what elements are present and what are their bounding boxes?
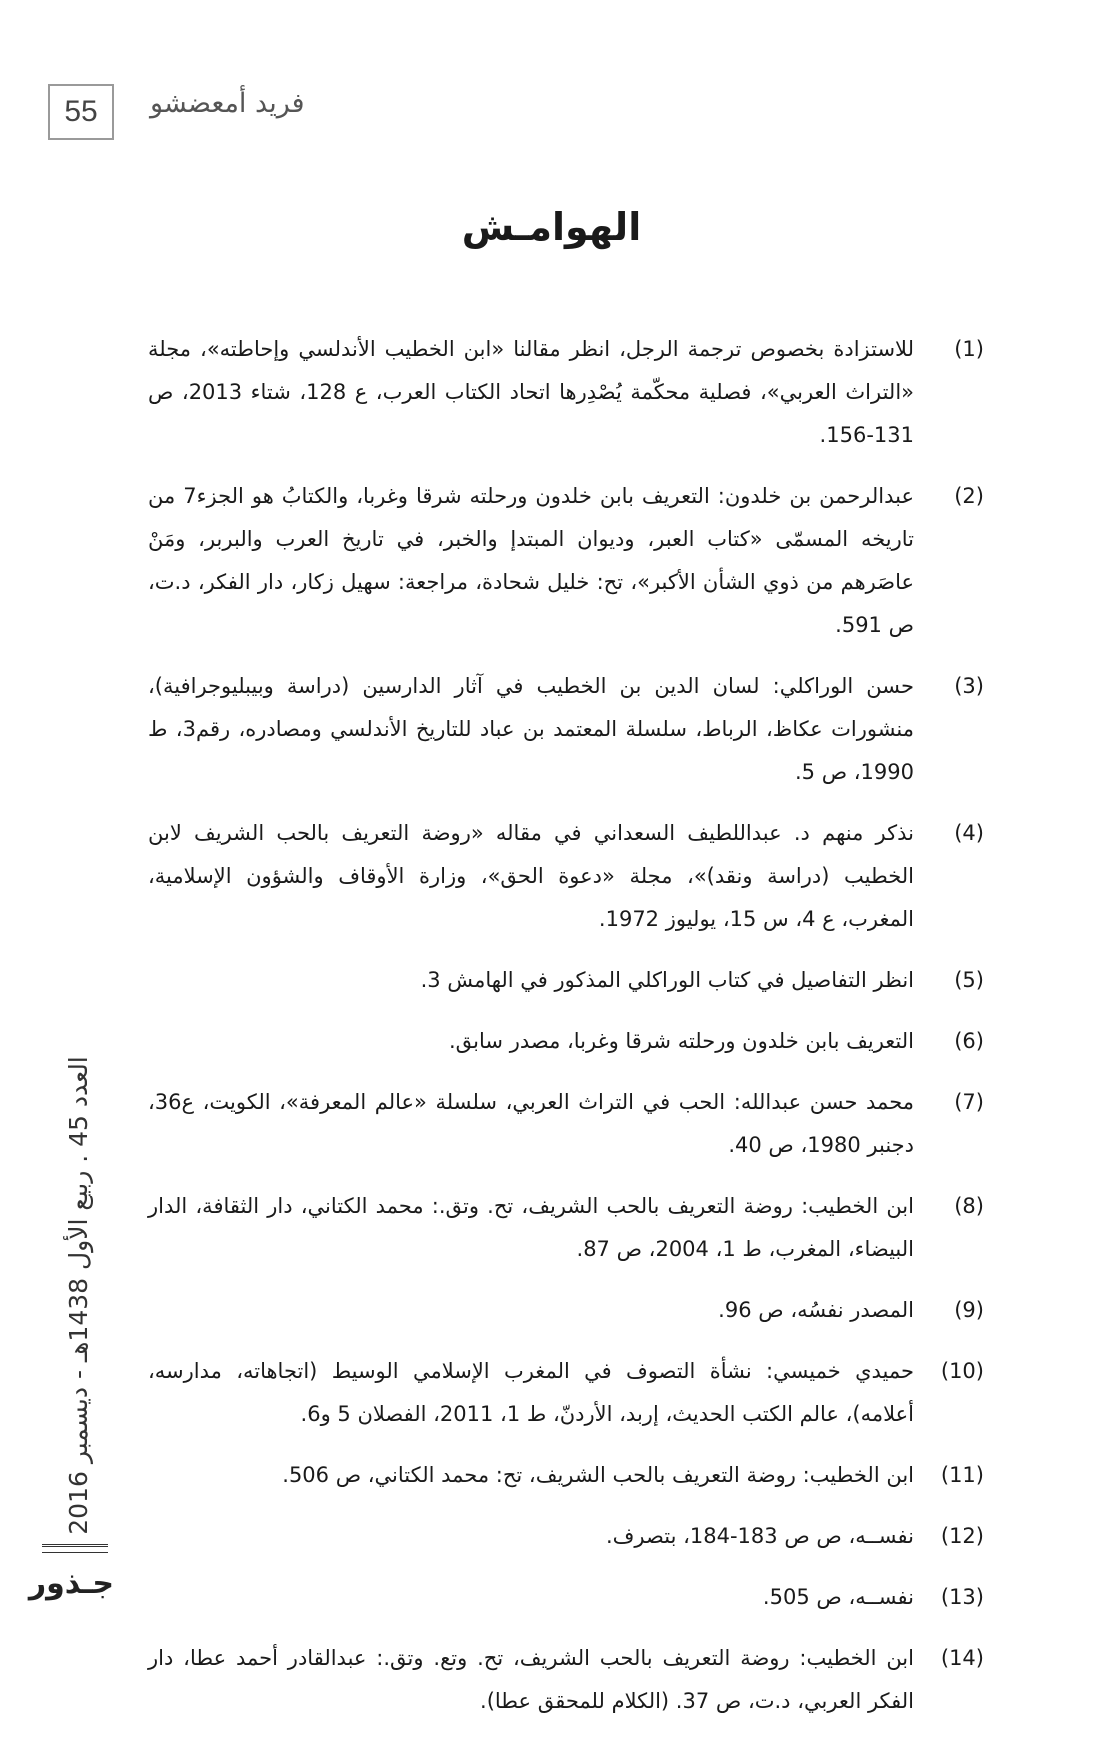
footnote-number: (7) <box>954 1090 984 1114</box>
footnote-item <box>148 328 984 457</box>
footnote-item <box>148 1576 984 1619</box>
footnote-text: ابن الخطيب: روضة التعريف بالحب الشريف، تح. وتع. وتق.: عبدالقادر أحمد عطا، دار الفكر العربي، د.ت، ص 37. (الكلام للمحقق عطا). <box>148 1646 914 1713</box>
footnote-text: حميدي خميسي: نشأة التصوف في المغرب الإسلامي الوسيط (اتجاهاته، مدارسه، أعلامه)، عالم الكتب الحديث، إربد، الأردنّ، ط 1، 2011، الفصلان 5 و6. <box>148 1359 914 1426</box>
footnote-item <box>148 1515 984 1558</box>
issue-sidebar <box>58 1055 98 1535</box>
footnote-text: عبدالرحمن بن خلدون: التعريف بابن خلدون ورحلته شرقا وغربا، والكتابُ هو الجزء7 من تاريخه المسمّى «كتاب العبر، وديوان المبتدإ والخبر، في تاريخ العرب والبربر، ومَنْ عاصَرهم من ذوي الشأن الأكبر»، تح: خليل شحادة، مراجعة: سهيل زكار، دار الفكر، د.ت، ص 591. <box>148 484 914 637</box>
footnote-number: (3) <box>954 674 984 698</box>
footnote-number: (10) <box>940 1359 984 1383</box>
footnote-text: انظر التفاصيل في كتاب الوراكلي المذكور في الهامش 3. <box>420 968 914 992</box>
issue-info: العدد 45 . ربيع الأول 1438هـ - ديسمبر 2016 <box>63 1055 93 1535</box>
divider <box>42 1552 108 1553</box>
footnote-number: (4) <box>954 821 984 845</box>
footnote-item <box>148 1350 984 1436</box>
footnote-text: نفســه، ص ص 183-184، بتصرف. <box>605 1524 914 1548</box>
footnote-number: (8) <box>954 1194 984 1218</box>
divider <box>42 1544 108 1547</box>
footnote-item <box>148 1637 984 1723</box>
footnote-number: (6) <box>954 1029 984 1053</box>
footnote-item <box>148 1289 984 1332</box>
footnote-text: محمد حسن عبدالله: الحب في التراث العربي، سلسلة «عالم المعرفة»، الكويت، ع36، دجنبر 1980، ص 40. <box>148 1090 914 1157</box>
journal-logo: جـذور <box>28 1566 114 1601</box>
footnote-number: (12) <box>940 1524 984 1548</box>
footnote-text: نفســه، ص 505. <box>762 1585 914 1609</box>
footnote-number: (2) <box>954 484 984 508</box>
footnote-item <box>148 475 984 647</box>
footnote-item <box>148 812 984 941</box>
footnote-text: المصدر نفسُه، ص 96. <box>718 1298 914 1322</box>
footnote-text: حسن الوراكلي: لسان الدين بن الخطيب في آثار الدارسين (دراسة وبيبليوجرافية)، منشورات عكاظ، الرباط، سلسلة المعتمد بن عباد للتاريخ الأندلسي ومصادره، رقم3، ط 1990، ص 5. <box>148 674 915 784</box>
footnote-item <box>148 1020 984 1063</box>
footnote-number: (13) <box>940 1585 984 1609</box>
footnote-item <box>148 1081 984 1167</box>
footnote-number: (1) <box>954 337 984 361</box>
footnote-text: ابن الخطيب: روضة التعريف بالحب الشريف، تح: محمد الكتاني، ص 506. <box>282 1463 914 1487</box>
footnote-text: ابن الخطيب: روضة التعريف بالحب الشريف، تح. وتق.: محمد الكتاني، دار الثقافة، الدار البيضاء، المغرب، ط 1، 2004، ص 87. <box>148 1194 914 1261</box>
footnote-text: للاستزادة بخصوص ترجمة الرجل، انظر مقالنا «ابن الخطيب الأندلسي وإحاطته»، مجلة «التراث العربي»، فصلية محكّمة يُصْدِرها اتحاد الكتاب العرب، ع 128، شتاء 2013، ص 131-156. <box>148 337 915 447</box>
footnote-item <box>148 1454 984 1497</box>
footnote-number: (9) <box>954 1298 984 1322</box>
page-number: 55 <box>48 84 114 140</box>
footnote-number: (5) <box>954 968 984 992</box>
footnotes-list <box>148 328 984 1741</box>
footnote-item <box>148 665 984 794</box>
footnote-number: (11) <box>940 1463 984 1487</box>
footnote-number: (14) <box>940 1646 984 1670</box>
footnote-item <box>148 1185 984 1271</box>
section-title: الهوامـش <box>461 205 642 249</box>
author-name: فريد أمعضشو <box>150 88 305 119</box>
footnote-text: التعريف بابن خلدون ورحلته شرقا وغربا، مصدر سابق. <box>448 1029 914 1053</box>
footnote-text: نذكر منهم د. عبداللطيف السعداني في مقاله «روضة التعريف بالحب الشريف لابن الخطيب (دراسة ونقد)»، مجلة «دعوة الحق»، وزارة الأوقاف والشؤون الإسلامية، المغرب، ع 4، س 15، يوليوز 1972. <box>148 821 914 931</box>
footnote-item <box>148 959 984 1002</box>
